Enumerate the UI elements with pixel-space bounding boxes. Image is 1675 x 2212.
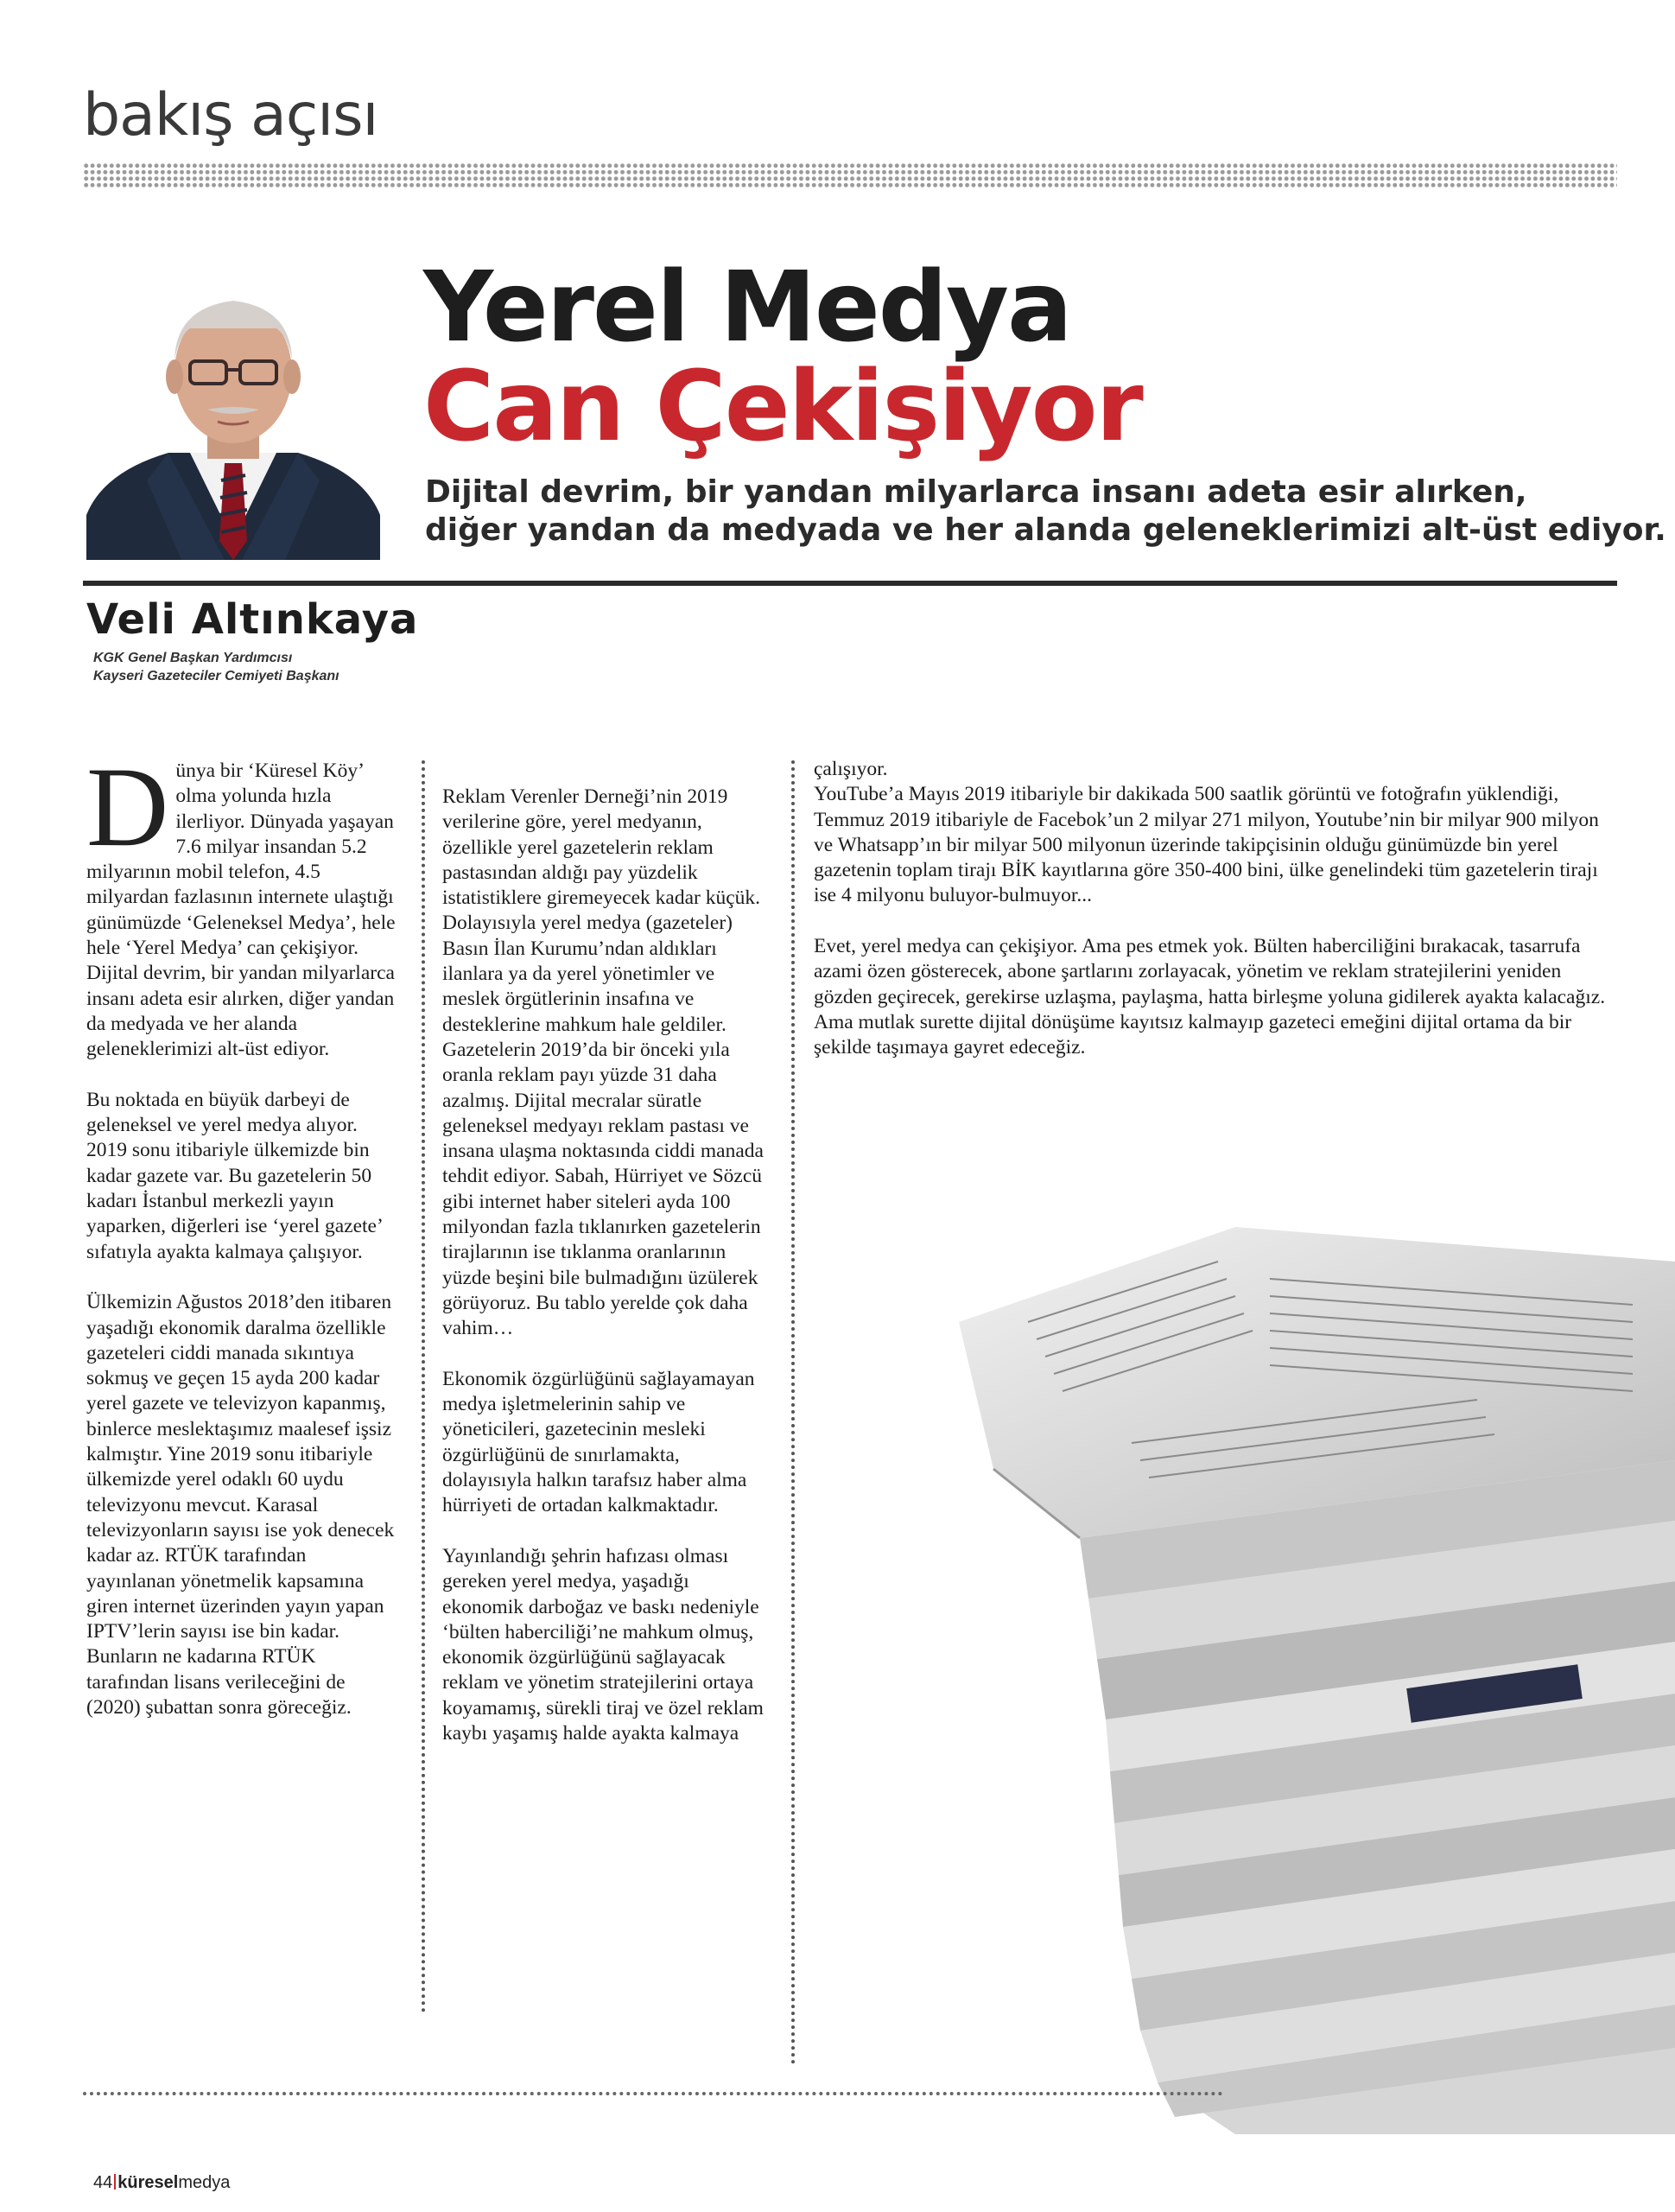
paragraph: Evet, yerel medya can çekişiyor. Ama pes etmek yok. Bülten haberciliğini bırakacak, tasarrufa azami özen gösterecek, abone şartlarını zorlayacak, yönetim ve reklam stratejilerini yeniden gözden geçirecek, gerekirse uzlaşma, paylaşma, hatta birleşme yoluna gidilerek ayakta kalacağız. Ama mutlak surette dijital dönüşüme kayıtsız kalmayıp gazeteci emeğini dijital ortama da bir şekilde taşımaya gayret edeceğiz. [814, 935, 1606, 1059]
header-rule [83, 581, 1617, 586]
footer-divider [114, 2174, 116, 2190]
drop-cap: D [86, 743, 169, 870]
paragraph-text: ünya bir ‘Küresel Köy’ olma yolunda hızla ilerliyor. Dünyada yaşayan 7.6 milyar insandan 5.2 milyarının mobil telefon, 4.5 milyardan fazlasının internete ulaştığı günümüzde ‘Geleneksel Medya’, hele hele ‘Yerel Medya’ can çekişiyor. Dijital devrim, bir yandan milyarlarca insanı adeta esir alırken, diğer yandan da medyada ve her alanda geleneklerimizi alt-üst ediyor. [86, 760, 396, 1061]
column-separator [791, 760, 795, 2065]
author-portrait [86, 256, 380, 560]
author-role-2: Kayseri Gazeteciler Cemiyeti Başkanı [93, 669, 339, 683]
headline-line-2: Can Çekişiyor [423, 351, 1142, 463]
paragraph: YouTube’a Mayıs 2019 itibariyle bir dakikada 500 saatlik görüntü ve fotoğrafın yüklendiği, Temmuz 2019 itibariyle de Facebok’un 2 milyar 271 milyon, Youtube’nin bir milyar 900 milyon ve Whatsapp’ın bir milyar 500 milyonun üzerinde takipçisinin olduğu günümüzde bin yerel gazetenin toplam tirajı BİK kayıtlarına göre 350-400 bini, ülke genelindeki tüm gazetelerin tirajı ise 4 milyonu buluyor-bulmuyor... [814, 783, 1599, 907]
article-column-1 [86, 743, 397, 1746]
dotted-divider [83, 162, 1617, 188]
article-column-3 [814, 757, 1617, 1086]
section-label: bakış açısı [83, 81, 378, 149]
paragraph: Yayınlandığı şehrin hafızası olması gereken yerel medya, yaşadığı ekonomik darboğaz ve baskı nedeniyle ‘bülten haberciliği’ne mahkum olmuş, ekonomik özgürlüğünü sağlayacak reklam ve yönetim stratejilerini ortaya koyamamış, sürekli tiraj ve özel reklam kaybı yaşamış halde ayakta kalmaya [442, 1544, 764, 1745]
subtitle-line-2: diğer yandan da medyada ve her alanda geleneklerimizi alt-üst ediyor. [425, 512, 1666, 548]
magazine-brand-bold: küresel [117, 2173, 179, 2192]
paragraph: Bu noktada en büyük darbeyi de geleneksel ve yerel medya alıyor. 2019 sonu itibariyle ülkemizde bin kadar gazete var. Bu gazetelerin 50 kadarı İstanbul merkezli yayın yaparken, diğerleri ise ‘yerel gazete’ sıfatıyla ayakta kalmaya çalışıyor. [86, 1088, 383, 1263]
paragraph: Ülkemizin Ağustos 2018’den itibaren yaşadığı ekonomik daralma özellikle gazeteleri ciddi manada sıkıntıya sokmuş ve geçen 15 ayda 200 kadar yerel gazete ve televizyon kapanmış, binlerce meslektaşımız maalesef işsiz kalmıştır. Yine 2019 sonu itibariyle ülkemizde yerel odaklı 60 uydu televizyonu mevcut. Karasal televizyonların sayısı ise yok denecek kadar az. RTÜK tarafından yayınlanan yönetmelik kapsamına giren internet üzerinden yayın yapan IPTV’lerin sayısı ise bin kadar. Bunların ne kadarına RTÜK tarafından lisans verileceğini de (2020) şubattan sonra göreceğiz. [86, 1291, 395, 1719]
bottom-divider [83, 2092, 1223, 2095]
paragraph: çalışıyor. [814, 758, 888, 780]
subtitle-line-1: Dijital devrim, bir yandan milyarlarca insanı adeta esir alırken, [425, 474, 1527, 510]
newspaper-stack-image [959, 1227, 1675, 2134]
headline-line-1: Yerel Medya [423, 251, 1071, 364]
page-footer [93, 2174, 230, 2191]
author-role-1: KGK Genel Başkan Yardımcısı [93, 651, 293, 665]
paragraph: Ekonomik özgürlüğünü sağlayamayan medya işletmelerinin sahip ve yöneticileri, gazetecinin mesleki özgürlüğünü de sınırlamakta, dolayısıyla halkın tarafsız haber alma hürriyeti de ortadan kalkmaktadır. [442, 1367, 755, 1517]
subtitle [425, 474, 1666, 550]
paragraph [86, 743, 397, 1063]
article-column-2 [442, 785, 764, 1772]
column-separator [422, 760, 425, 2013]
magazine-brand-light: medya [178, 2173, 231, 2192]
author-name: Veli Altınkaya [86, 595, 419, 644]
paragraph: Reklam Verenler Derneği’nin 2019 verilerine göre, yerel medyanın, özellikle yerel gazetelerin reklam pastasından aldığı pay yüzdelik istatistiklere giremeyecek kadar küçük. Dolayısıyla yerel medya (gazeteler) Basın İlan Kurumu’ndan aldıkları ilanlara ya da yerel yönetimler ve meslek örgütlerinin insafına ve desteklerine mahkum hale geldiler. Gazetelerin 2019’da bir önceki yıla oranla reklam payı yüzde 31 daha azalmış. Dijital mecralar süratle geleneksel medyayı reklam pastası ve insana ulaşma noktasında ciddi manada tehdit ediyor. Sabah, Hürriyet ve Sözcü gibi internet haber siteleri ayda 100 milyondan fazla tıklanırken gazetelerin tirajlarının ise tıklanma oranlarının yüzde beşini bile bulmadığını üzülerek görüyoruz. Bu tablo yerelde çok daha vahim… [442, 785, 764, 1340]
page-number: 44 [93, 2173, 113, 2192]
